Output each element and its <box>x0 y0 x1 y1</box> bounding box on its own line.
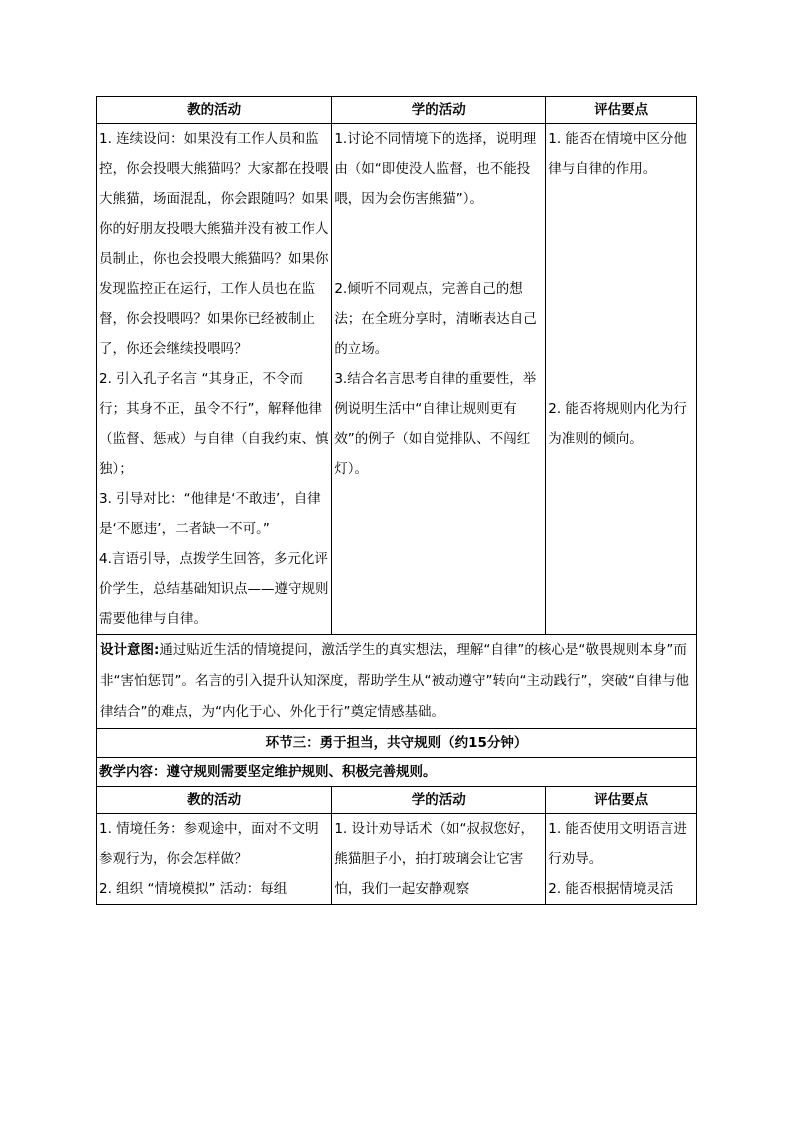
teacher-item-3: 3. 引导对比：“他律是‘不敢违’，自律是‘不愿违’，二者缺一不可。” <box>99 491 321 537</box>
section3-title-row <box>97 729 697 758</box>
header-teacher-activity: 教的活动 <box>97 97 332 124</box>
table1-header-row <box>97 97 697 124</box>
header-assessment: 评估要点 <box>546 97 697 124</box>
assessment-item-1: 1. 能否在情境中区分他律与自律的作用。 <box>548 131 687 177</box>
section3-content: 教学内容：遵守规则需要坚定维护规则、积极完善规则。 <box>97 758 697 787</box>
table2-teacher-item-1: 1. 情境任务：参观途中，面对不文明参观行为，你会怎样做？ <box>99 821 319 867</box>
student-item-2: 2.倾听不同观点，完善自己的想法；在全班分享时，清晰表达自己的立场。 <box>334 281 537 357</box>
table2-teacher-item-2: 2. 组织 “情境模拟” 活动：每组 <box>99 881 288 897</box>
lesson-table <box>96 96 697 905</box>
student-item-3: 3.结合名言思考自律的重要性，举例说明生活中“自律让规则更有效”的例子（如自觉排队、不闯红灯）。 <box>334 371 537 477</box>
student-activity-cell <box>332 124 546 635</box>
header-student-activity: 学的活动 <box>332 97 546 124</box>
teacher-activity-cell <box>97 124 332 635</box>
teacher-item-2: 2. 引入孔子名言 “其身正，不令而行；其身不正，虽令不行”，解释他律（监督、惩戒）与自律（自我约束、慎独）； <box>99 371 329 477</box>
table2-student-item-1: 1. 设计劝导话术（如“叔叔您好，熊猫胆子小，拍打玻璃会让它害怕，我们一起安静观察 <box>334 821 534 897</box>
table2-header-assessment: 评估要点 <box>546 787 697 814</box>
student-item-1: 1.讨论不同情境下的选择，说明理由（如“即使没人监督，也不能投喂，因为会伤害熊猫”）。 <box>334 131 537 207</box>
table2-student-cell <box>332 814 546 905</box>
assessment-cell <box>546 124 697 635</box>
table2-header-teacher: 教的活动 <box>97 787 332 814</box>
design-intent-label: 设计意图: <box>100 642 160 658</box>
teacher-item-1: 1. 连续设问：如果没有工作人员和监控，你会投喂大熊猫吗？大家都在投喂大熊猫，场面混乱，你会跟随吗？如果你的好朋友投喂大熊猫并没有被工作人员制止，你也会投喂大熊猫吗？如果你发现监控正在运行，工作人员也在监督，你会投喂吗？如果你已经被制止了，你还会继续投喂吗？ <box>99 131 329 357</box>
section3-content-row <box>97 758 697 787</box>
table2-header-row <box>97 787 697 814</box>
table2-body-row <box>97 814 697 905</box>
teacher-item-4: 4.言语引导，点拨学生回答，多元化评价学生，总结基础知识点——遵守规则需要他律与自律。 <box>99 551 329 627</box>
table1-body-row <box>97 124 697 635</box>
table2-assessment-item-2: 2. 能否根据情境灵活 <box>548 881 674 897</box>
section3-title: 环节三：勇于担当，共守规则（约15分钟） <box>97 729 697 758</box>
table2-assessment-cell <box>546 814 697 905</box>
lesson-plan-page <box>96 96 697 905</box>
assessment-item-2: 2. 能否将规则内化为行为准则的倾向。 <box>548 401 687 447</box>
design-intent-text: 通过贴近生活的情境提问，激活学生的真实想法，理解“自律”的核心是“敬畏规则本身”而非“害怕惩罚”。名言的引入提升认知深度，帮助学生从“被动遵守”转向“主动践行”，突破“自律与他律结合”的难点，为“内化于心、外化于行”奠定情感基础。 <box>100 642 689 720</box>
table2-assessment-item-1: 1. 能否使用文明语言进行劝导。 <box>548 821 687 867</box>
table2-teacher-cell <box>97 814 332 905</box>
design-intent-cell <box>97 635 697 729</box>
design-intent-row <box>97 635 697 729</box>
table2-header-student: 学的活动 <box>332 787 546 814</box>
